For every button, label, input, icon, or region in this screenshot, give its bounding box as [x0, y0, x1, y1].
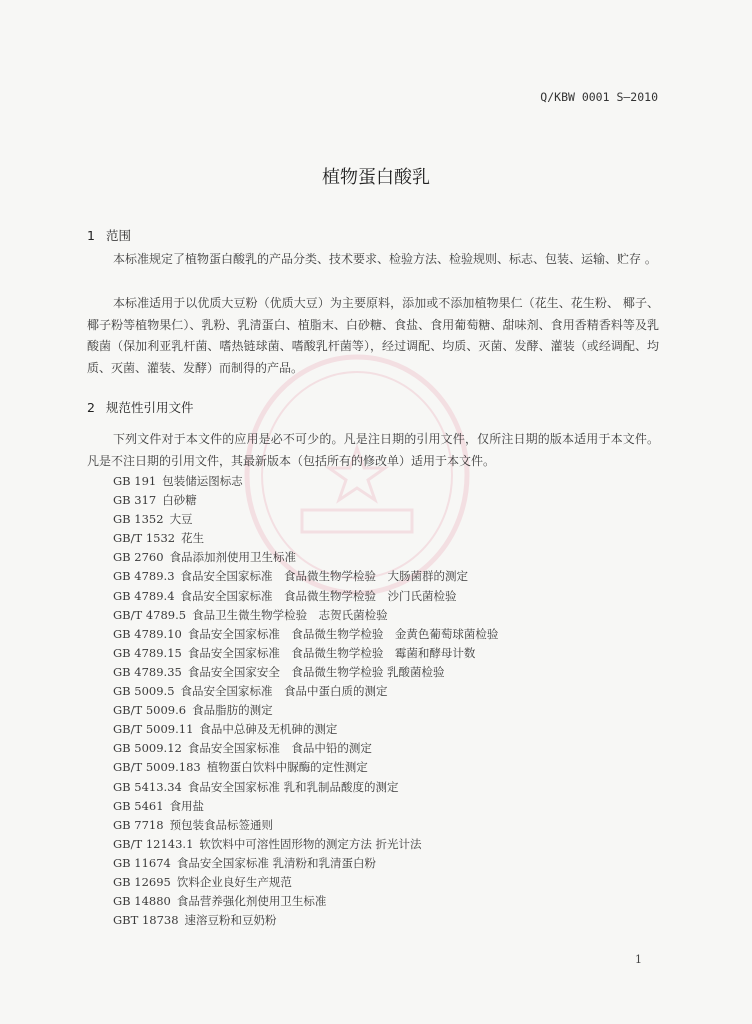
list-item	[113, 587, 498, 606]
reference-code: GB 191	[113, 474, 157, 488]
reference-code: GB/T 5009.6	[113, 703, 187, 718]
reference-code: GB 317	[113, 493, 157, 508]
reference-name: 食品中总砷及无机砷的测定	[199, 722, 338, 737]
reference-name: 饮料企业良好生产规范	[176, 874, 292, 889]
reference-name: 食品安全国家标准 乳和乳制品酸度的测定	[187, 779, 399, 794]
reference-name: 食品安全国家标准 食品微生物学检验 大肠菌群的测定	[180, 569, 469, 584]
section-heading-normative-references	[87, 398, 194, 416]
list-item	[113, 778, 498, 797]
list-item	[113, 816, 498, 835]
reference-name: 软饮料中可溶性固形物的测定方法 折光计法	[199, 836, 422, 851]
reference-name: 食品安全国家标准 食品微生物学检验 金黄色葡萄球菌检验	[187, 626, 499, 641]
reference-name: 食品脂肪的测定	[192, 703, 273, 718]
reference-code: GB 4789.15	[113, 645, 182, 660]
reference-name: 食品卫生微生物学检验 志贺氏菌检验	[192, 607, 388, 622]
list-item	[113, 797, 498, 816]
reference-name: 食品安全国家标准 乳清粉和乳清蛋白粉	[176, 855, 377, 870]
reference-code: GB 4789.3	[113, 569, 175, 584]
document-title: 植物蛋白酸乳	[322, 167, 430, 188]
section-title: 范围	[106, 228, 132, 243]
reference-name: 预包装食品标签通则	[169, 817, 274, 832]
reference-name: 花生	[181, 531, 205, 546]
list-item	[113, 758, 498, 777]
reference-code: GB 5413.34	[113, 779, 182, 794]
reference-name: 食用盐	[169, 798, 205, 813]
reference-code: GB 7718	[113, 817, 164, 832]
reference-name: 食品安全国家标准 食品微生物学检验 霉菌和酵母计数	[187, 645, 476, 660]
reference-name: 速溶豆粉和豆奶粉	[184, 913, 277, 928]
list-item	[113, 835, 498, 854]
page-number: 1	[635, 953, 642, 966]
list-item	[113, 720, 498, 739]
reference-code: GB 5461	[113, 798, 164, 813]
list-item	[113, 701, 498, 720]
reference-name: 包装储运图标志	[162, 474, 243, 488]
list-item	[113, 472, 498, 491]
references-intro-paragraph: 下列文件对于本文件的应用是必不可少的。凡是注日期的引用文件，仅所注日期的版本适用于本文件。凡是不注日期的引用文件，其最新版本（包括所有的修改单）适用于本文件。	[87, 432, 659, 468]
list-item	[113, 510, 498, 529]
section-heading-scope	[87, 226, 131, 244]
list-item	[113, 491, 498, 510]
section-number: 2	[87, 400, 95, 415]
reference-code: GB 4789.35	[113, 664, 182, 679]
reference-name: 食品安全国家标准 食品中蛋白质的测定	[180, 684, 388, 699]
section-title: 规范性引用文件	[106, 400, 194, 415]
reference-code: GB/T 12143.1	[113, 836, 194, 851]
reference-name: 植物蛋白饮料中脲酶的定性测定	[206, 760, 368, 775]
section-number: 1	[87, 228, 95, 243]
standard-code: Q/KBW 0001 S—2010	[540, 90, 658, 104]
list-item	[113, 606, 498, 625]
list-item	[113, 567, 498, 586]
reference-name: 食品营养强化剂使用卫生标准	[176, 894, 327, 909]
reference-code: GB 4789.10	[113, 626, 182, 641]
reference-code: GB 1352	[113, 512, 164, 527]
reference-list	[113, 472, 498, 930]
reference-name: 食品安全国家安全 食品微生物学检验 乳酸菌检验	[187, 664, 445, 679]
list-item	[113, 663, 498, 682]
list-item	[113, 854, 498, 873]
reference-name: 食品安全国家标准 食品微生物学检验 沙门氏菌检验	[180, 588, 457, 603]
list-item	[113, 873, 498, 892]
list-item	[113, 625, 498, 644]
list-item	[113, 548, 498, 567]
list-item	[113, 644, 498, 663]
list-item	[113, 529, 498, 548]
list-item	[113, 682, 498, 701]
reference-code: GB/T 5009.11	[113, 722, 194, 737]
reference-name: 大豆	[169, 512, 193, 527]
reference-code: GB/T 5009.183	[113, 760, 201, 775]
reference-name: 白砂糖	[162, 493, 197, 508]
reference-code: GB 12695	[113, 874, 171, 889]
reference-name: 食品添加剂使用卫生标准	[169, 550, 297, 565]
list-item	[113, 892, 498, 911]
reference-code: GB 14880	[113, 894, 171, 909]
reference-code: GB 11674	[113, 855, 171, 870]
reference-code: GB/T 1532	[113, 531, 176, 546]
list-item	[113, 911, 498, 930]
reference-name: 食品安全国家标准 食品中铅的测定	[187, 741, 372, 756]
reference-code: GB 5009.12	[113, 741, 182, 756]
scope-paragraph-1: 本标准规定了植物蛋白酸乳的产品分类、技术要求、检验方法、检验规则、标志、包装、运输、贮存 。	[113, 252, 657, 266]
reference-code: GBT 18738	[113, 913, 179, 928]
reference-code: GB 4789.4	[113, 588, 175, 603]
reference-code: GB 5009.5	[113, 684, 175, 699]
reference-code: GB/T 4789.5	[113, 607, 187, 622]
reference-code: GB 2760	[113, 550, 164, 565]
list-item	[113, 739, 498, 758]
scope-paragraph-2: 本标准适用于以优质大豆粉（优质大豆）为主要原料，添加或不添加植物果仁（花生、花生粉、 椰子、椰子粉等植物果仁）、乳粉、乳清蛋白、植脂末、白砂糖、食盐、食用葡萄糖、甜味剂、食用香精香料等及乳酸菌（保加利亚乳杆菌、嗜热链球菌、嗜酸乳杆菌等），经过调配、均质、灭菌、发酵、灌装（或经调配、均质、灭菌、灌装、发酵）而制得的产品。	[87, 296, 659, 375]
